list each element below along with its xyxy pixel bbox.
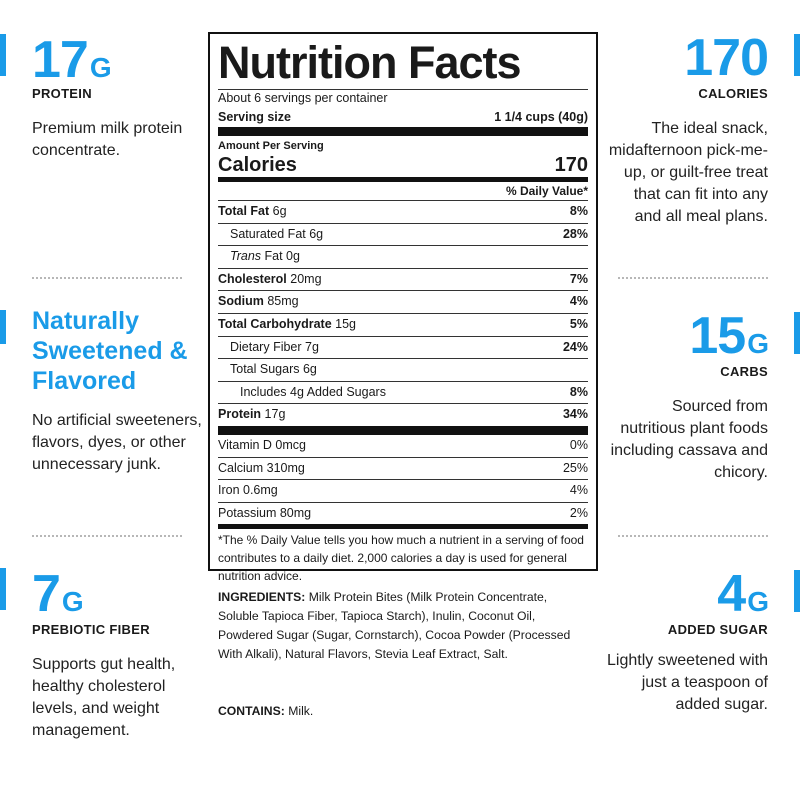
total-carbohydrate-row <box>218 313 588 336</box>
servings-per-container: About 6 servings per container <box>218 89 588 107</box>
accent-bar-protein <box>0 34 6 76</box>
accent-bar-fiber <box>0 568 6 610</box>
fiber-unit: G <box>61 586 83 617</box>
serving-size-value: 1 1/4 cups (40g) <box>494 110 588 124</box>
sugar-desc: Lightly sweetened with just a teaspoon of added sugar. <box>607 652 768 713</box>
carbohydrate-amount: 15g <box>335 316 357 331</box>
fiber-label: PREBIOTIC FIBER <box>32 622 150 637</box>
sugar-stat <box>717 565 768 623</box>
amount-per-serving <box>218 127 588 153</box>
calcium-row <box>218 457 588 480</box>
daily-value-header-text: % Daily Value* <box>505 184 588 198</box>
sweetened-desc: No artificial sweeteners, flavors, dyes, or other unnecessary junk. <box>32 412 202 473</box>
cholesterol-row <box>218 268 588 291</box>
protein-row-amount: 17g <box>264 407 286 422</box>
carbs-desc: Sourced from nutritious plant foods including cassava and chicory. <box>610 398 768 481</box>
potassium-name: Potassium 80mg <box>218 505 312 520</box>
nutrition-facts-title: Nutrition Facts <box>218 37 521 88</box>
added-sugars-row <box>218 381 588 404</box>
protein-number: 17 <box>32 31 88 89</box>
calories-label: CALORIES <box>698 86 768 101</box>
cholesterol-name: Cholesterol <box>218 271 287 286</box>
added-sugars-dv: 8% <box>569 384 588 399</box>
total-fat-amount: 6g <box>272 204 287 218</box>
fiber-number: 7 <box>32 565 60 623</box>
contains-text: Milk. <box>288 704 314 718</box>
vitamin-d-name: Vitamin D 0mcg <box>218 437 306 452</box>
iron-row <box>218 479 588 502</box>
carbohydrate-dv: 5% <box>569 316 588 331</box>
saturated-fat-row <box>218 223 588 246</box>
amount-per-serving-text: Amount Per Serving <box>218 140 324 152</box>
cholesterol-amount: 20mg <box>290 271 322 286</box>
fiber-stat <box>32 565 83 623</box>
accent-bar-sweetened <box>0 310 6 344</box>
protein-desc: Premium milk protein concentrate. <box>32 120 183 159</box>
divider-left-1 <box>32 277 182 279</box>
calories-row <box>218 153 588 177</box>
potassium-row <box>218 502 588 525</box>
divider-left-2 <box>32 535 182 537</box>
carbs-label: CARBS <box>720 364 768 379</box>
saturated-fat-name: Saturated Fat 6g <box>230 226 324 241</box>
protein-label: PROTEIN <box>32 86 92 101</box>
accent-bar-carbs <box>794 312 800 354</box>
total-fat-name: Total Fat <box>218 204 270 218</box>
accent-bar-calories <box>794 34 800 76</box>
calories-desc: The ideal snack, midafternoon pick-me-up, or guilt-free treat that can fit into any and all meal plans. <box>608 120 768 225</box>
sodium-dv: 4% <box>569 294 588 309</box>
ingredients-heading: INGREDIENTS: <box>218 590 306 604</box>
dietary-fiber-name: Dietary Fiber 7g <box>230 339 319 354</box>
vitamin-d-dv: 0% <box>569 437 588 452</box>
carbs-number: 15 <box>689 307 746 365</box>
total-sugars-row <box>218 358 588 381</box>
calcium-name: Calcium 310mg <box>218 460 305 475</box>
divider-right-2 <box>618 535 768 537</box>
nutrition-facts-label <box>208 32 598 584</box>
fiber-desc: Supports gut health, healthy cholesterol levels, and weight management. <box>32 656 176 739</box>
ingredients-text: Milk Protein Bites (Milk Protein Concentrate, Soluble Tapioca Fiber, Tapioca Starch), Inulin, Coconut Oil, Powdered Sugar (Sugar, Cornstarch), Cocoa Powder (Processed With Alkali), Natural Flavors, Stevia Leaf Extract, Salt. <box>218 590 571 661</box>
trans-fat-row <box>218 245 588 268</box>
protein-stat <box>32 31 111 89</box>
daily-value-header <box>218 177 588 200</box>
divider-right-1 <box>618 277 768 279</box>
daily-value-footnote: *The % Daily Value tells you how much a nutrient in a serving of food contributes to a daily diet. 2,000 calories a day is used for general nutrition advice. <box>218 524 588 585</box>
sugar-unit: G <box>747 586 768 617</box>
added-sugars-name: Includes 4g Added Sugars <box>240 384 386 399</box>
protein-row <box>218 403 588 426</box>
calories-row-value: 170 <box>554 154 588 176</box>
vitamin-d-row <box>218 426 588 457</box>
iron-name: Iron 0.6mg <box>218 483 278 498</box>
sodium-row <box>218 290 588 313</box>
total-fat-dv: 8% <box>569 204 588 218</box>
sugar-number: 4 <box>717 565 746 623</box>
potassium-dv: 2% <box>569 505 588 520</box>
carbs-unit: G <box>747 328 768 359</box>
carbohydrate-name: Total Carbohydrate <box>218 316 332 331</box>
sodium-amount: 85mg <box>267 294 299 309</box>
protein-row-dv: 34% <box>562 407 588 422</box>
sugar-label: ADDED SUGAR <box>667 622 768 637</box>
trans-fat-amount: Fat 0g <box>264 249 300 264</box>
total-fat-row <box>218 200 588 223</box>
saturated-fat-dv: 28% <box>562 226 588 241</box>
ingredients-block <box>218 588 588 664</box>
sodium-name: Sodium <box>218 294 264 309</box>
contains-heading: CONTAINS: <box>218 704 285 718</box>
calories-number: 170 <box>684 29 768 87</box>
calories-row-label: Calories <box>218 154 297 176</box>
total-sugars-name: Total Sugars 6g <box>230 362 317 377</box>
calcium-dv: 25% <box>562 460 588 475</box>
contains-block <box>218 704 313 718</box>
dietary-fiber-row <box>218 336 588 359</box>
protein-row-name: Protein <box>218 407 262 422</box>
trans-fat-name: Trans <box>230 249 262 264</box>
dietary-fiber-dv: 24% <box>562 339 588 354</box>
sweetened-headline: Naturally Sweetened & Flavored <box>32 307 188 395</box>
serving-size-row <box>218 107 588 127</box>
carbs-stat <box>689 307 768 365</box>
iron-dv: 4% <box>569 483 588 498</box>
protein-unit: G <box>89 52 111 83</box>
cholesterol-dv: 7% <box>569 271 588 286</box>
accent-bar-sugar <box>794 570 800 612</box>
serving-size-label: Serving size <box>218 110 291 124</box>
